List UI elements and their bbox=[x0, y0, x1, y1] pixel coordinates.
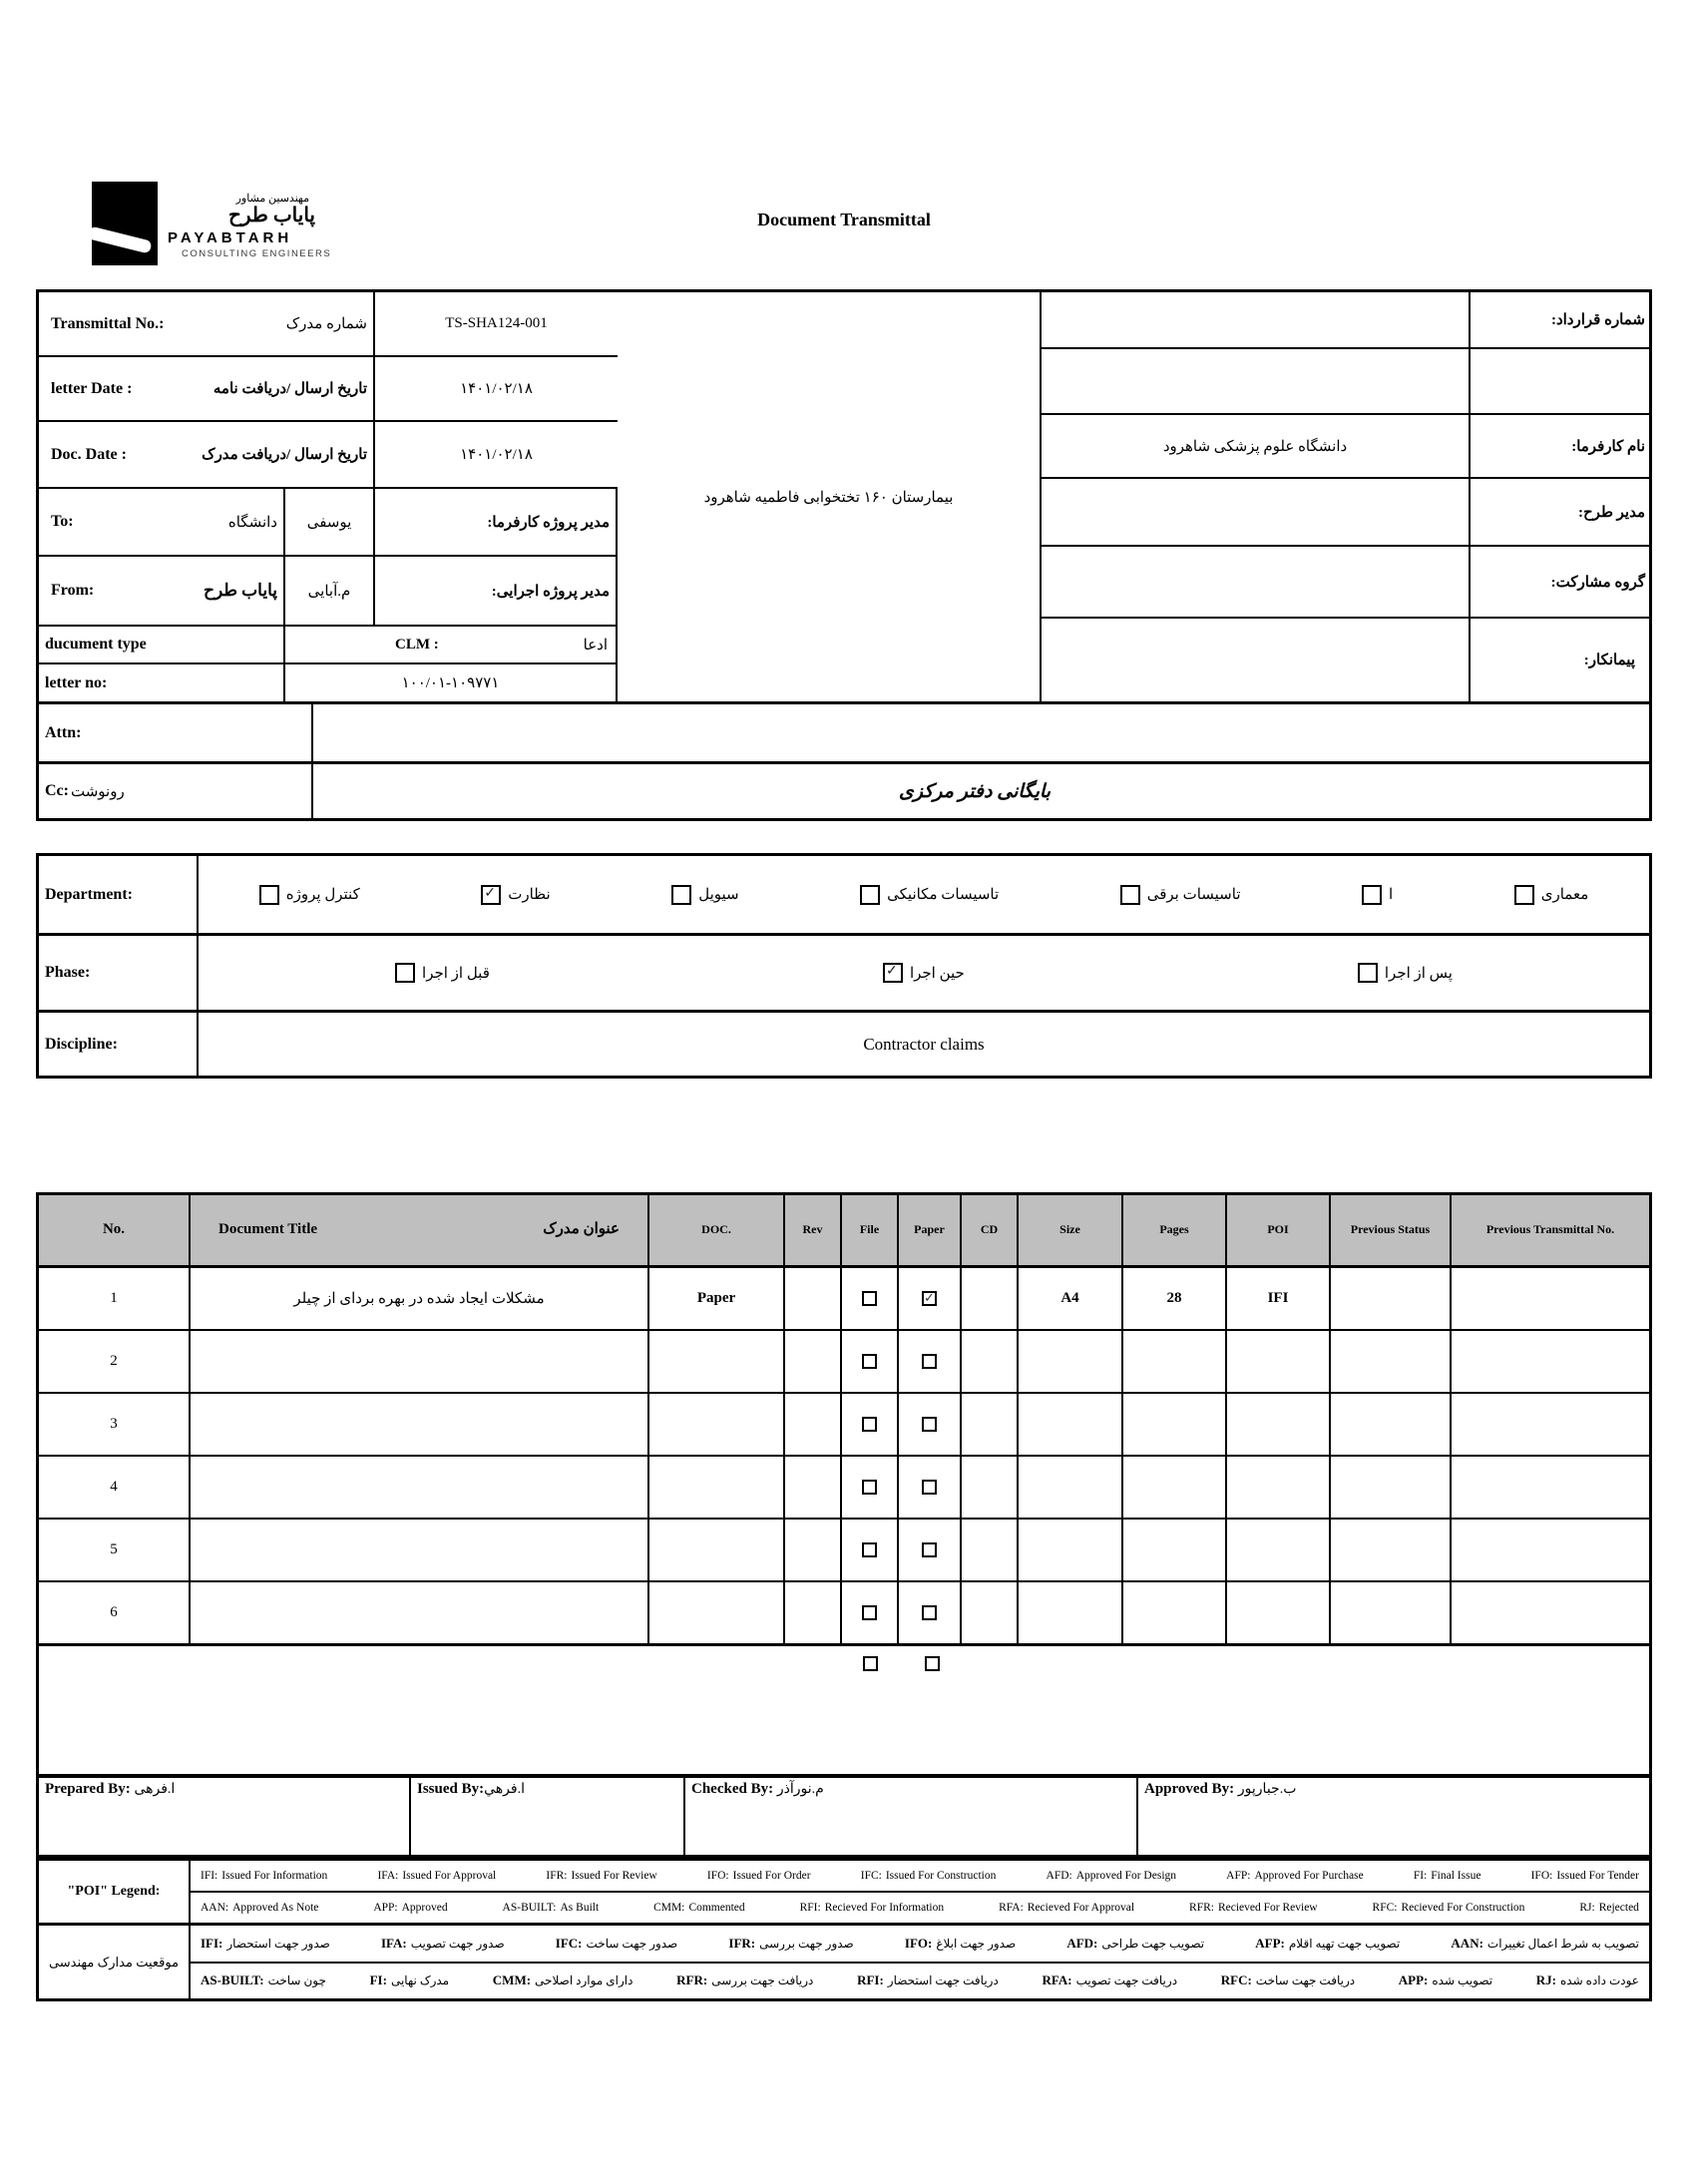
from-person[interactable]: م.آبایی bbox=[285, 557, 375, 625]
row-rev[interactable] bbox=[785, 1582, 842, 1645]
document-type-code: CLM : bbox=[395, 636, 439, 653]
page-title: Document Transmittal bbox=[757, 210, 931, 229]
department-label: Department: bbox=[39, 856, 199, 933]
row-rev[interactable] bbox=[785, 1520, 842, 1582]
attn-value[interactable] bbox=[313, 704, 1649, 761]
poi-legend-rows bbox=[191, 1861, 1649, 1923]
row-poi[interactable] bbox=[1227, 1520, 1331, 1582]
row-no: 2 bbox=[39, 1331, 191, 1394]
legend-entry: IFO: صدور جهت ابلاغ bbox=[904, 1935, 1017, 1951]
table-row bbox=[39, 1582, 1649, 1645]
checkbox[interactable] bbox=[1362, 885, 1382, 905]
checkbox[interactable] bbox=[1358, 963, 1378, 983]
row-file-cell bbox=[842, 1394, 899, 1457]
classification-table bbox=[36, 853, 1652, 1079]
legend-entry: IFI: Issued For Information bbox=[201, 1870, 328, 1882]
attn-label: Attn: bbox=[45, 723, 82, 741]
row-size[interactable] bbox=[1019, 1457, 1123, 1520]
row-size[interactable] bbox=[1019, 1331, 1123, 1394]
issued-by-name: ا.فرهي bbox=[484, 1782, 525, 1797]
row-file-cell bbox=[842, 1457, 899, 1520]
department-option-civil: سیویل bbox=[671, 885, 738, 905]
legend-entry: RFR: دریافت جهت بررسی bbox=[676, 1972, 814, 1988]
file-checkbox[interactable] bbox=[862, 1354, 877, 1369]
col-header-poi: POI bbox=[1227, 1195, 1331, 1268]
contractor-label: پیمانکار: bbox=[1583, 653, 1635, 668]
checkbox[interactable] bbox=[1514, 885, 1534, 905]
file-checkbox[interactable] bbox=[862, 1605, 877, 1620]
legend-entry: AAN: تصویب به شرط اعمال تغییرات bbox=[1451, 1935, 1639, 1951]
legend-entry: APP: تصویب شده bbox=[1398, 1972, 1493, 1988]
issued-by-cell[interactable] bbox=[411, 1777, 685, 1855]
checkbox[interactable] bbox=[481, 885, 501, 905]
logo-en-subtitle: CONSULTING ENGINEERS bbox=[182, 248, 332, 259]
approved-by-name: ب.جبارپور bbox=[1237, 1782, 1297, 1797]
file-checkbox[interactable] bbox=[862, 1291, 877, 1306]
from-label: From: bbox=[51, 582, 95, 599]
legend-entry: CMM: Commented bbox=[653, 1902, 745, 1914]
row-cd[interactable] bbox=[962, 1268, 1019, 1331]
col-header-prev-transmittal: Previous Transmittal No. bbox=[1452, 1195, 1649, 1268]
paper-checkbox[interactable] bbox=[922, 1605, 937, 1620]
row-title[interactable] bbox=[191, 1520, 649, 1582]
checkbox[interactable] bbox=[1120, 885, 1140, 905]
row-poi[interactable] bbox=[1227, 1582, 1331, 1645]
row-no: 6 bbox=[39, 1582, 191, 1645]
prepared-by-label: Prepared By: bbox=[45, 1781, 131, 1797]
row-pages[interactable] bbox=[1123, 1520, 1227, 1582]
row-pages[interactable] bbox=[1123, 1331, 1227, 1394]
legend-entry: RFI: Recieved For Information bbox=[799, 1902, 945, 1914]
legend-entry: FI: مدرک نهایی bbox=[369, 1972, 450, 1988]
row-no: 1 bbox=[39, 1268, 191, 1331]
table-row bbox=[39, 1268, 1649, 1331]
transmittal-no-row bbox=[39, 292, 375, 355]
document-type-fa: ادعا bbox=[583, 637, 608, 654]
footer-paper-checkbox[interactable] bbox=[925, 1656, 940, 1671]
legend-entry: AS-BUILT: As Built bbox=[502, 1902, 600, 1914]
poi-legend-line2 bbox=[191, 1893, 1649, 1923]
cc-row bbox=[39, 761, 1649, 818]
to-row bbox=[39, 489, 285, 555]
row-rev[interactable] bbox=[785, 1331, 842, 1394]
prepared-by-name: ا.فرهی bbox=[134, 1782, 176, 1797]
footer-file-checkbox[interactable] bbox=[863, 1656, 878, 1671]
col-header-paper: Paper bbox=[899, 1195, 962, 1268]
fa-legend-label: موقعیت مدارک مهندسی bbox=[39, 1926, 191, 1998]
checkbox[interactable] bbox=[259, 885, 279, 905]
discipline-row bbox=[39, 1013, 1649, 1076]
col-header-file: File bbox=[842, 1195, 899, 1268]
department-option-project-control: کنترل پروژه bbox=[259, 885, 360, 905]
legend-entry: IFI: صدور جهت استحضار bbox=[201, 1935, 330, 1951]
row-paper-cell bbox=[899, 1331, 962, 1394]
table-row bbox=[39, 1457, 1649, 1520]
legend-entry: RFC: دریافت جهت ساخت bbox=[1220, 1972, 1356, 1988]
contract-no-label: شماره قرارداد: bbox=[1550, 312, 1645, 328]
row-rev[interactable] bbox=[785, 1457, 842, 1520]
from-value[interactable]: پایاب طرح bbox=[204, 581, 277, 600]
checkbox[interactable] bbox=[395, 963, 415, 983]
prepared-by-cell[interactable] bbox=[39, 1777, 411, 1855]
paper-checkbox[interactable] bbox=[922, 1291, 937, 1306]
department-option-supervision: نظارت ✓ bbox=[481, 885, 550, 905]
row-paper-cell bbox=[899, 1268, 962, 1331]
fa-legend-table bbox=[36, 1926, 1652, 2001]
legend-entry: RJ: Rejected bbox=[1579, 1902, 1639, 1914]
checkbox[interactable] bbox=[883, 963, 903, 983]
row-poi[interactable] bbox=[1227, 1331, 1331, 1394]
row-prev-transmittal[interactable] bbox=[1452, 1582, 1649, 1645]
document-table-body bbox=[39, 1268, 1649, 1645]
row-doc[interactable] bbox=[649, 1457, 785, 1520]
file-checkbox[interactable] bbox=[862, 1480, 877, 1495]
row-prev-status[interactable] bbox=[1331, 1457, 1452, 1520]
col-header-size: Size bbox=[1019, 1195, 1123, 1268]
row-no: 3 bbox=[39, 1394, 191, 1457]
row-cd[interactable] bbox=[962, 1520, 1019, 1582]
legend-entry: RJ: عودت داده شده bbox=[1535, 1972, 1639, 1988]
contract-no-value[interactable] bbox=[1042, 292, 1471, 347]
transmittal-no-value[interactable]: TS-SHA124-001 bbox=[445, 315, 548, 331]
legend-entry: IFC: Issued For Construction bbox=[860, 1870, 997, 1882]
row-size[interactable] bbox=[1019, 1520, 1123, 1582]
checkbox[interactable] bbox=[860, 885, 880, 905]
row-poi[interactable]: IFI bbox=[1227, 1268, 1331, 1331]
row-prev-status[interactable] bbox=[1331, 1268, 1452, 1331]
blank-label bbox=[1471, 349, 1649, 413]
file-checkbox[interactable] bbox=[862, 1542, 877, 1557]
logo-en-name: PAYABTARH bbox=[168, 229, 293, 246]
department-option-electrical: تاسیسات برقی bbox=[1120, 885, 1241, 905]
to-value[interactable]: دانشگاه bbox=[227, 514, 277, 531]
document-type-value[interactable] bbox=[285, 627, 618, 662]
col-header-title bbox=[191, 1195, 649, 1268]
checked-by-label: Checked By: bbox=[691, 1781, 774, 1797]
client-name-value[interactable]: دانشگاه علوم پزشکی شاهرود bbox=[1042, 415, 1471, 477]
row-rev[interactable] bbox=[785, 1394, 842, 1457]
row-prev-transmittal[interactable] bbox=[1452, 1457, 1649, 1520]
project-name: بیمارستان ۱۶۰ تختخوابی فاطمیه شاهرود bbox=[703, 489, 954, 506]
doc-date-label-en: Doc. Date : bbox=[51, 445, 127, 463]
contractor-value[interactable] bbox=[1042, 619, 1471, 701]
department-row bbox=[39, 856, 1649, 936]
blank-value[interactable] bbox=[1042, 349, 1471, 413]
col-header-pages: Pages bbox=[1123, 1195, 1227, 1268]
department-option-a: ا bbox=[1362, 885, 1393, 905]
row-poi[interactable] bbox=[1227, 1394, 1331, 1457]
row-prev-status[interactable] bbox=[1331, 1582, 1452, 1645]
legend-entry: AFP: تصویب جهت تهیه اقلام bbox=[1255, 1935, 1401, 1951]
row-prev-status[interactable] bbox=[1331, 1394, 1452, 1457]
cc-label-en: Cc: bbox=[45, 782, 69, 799]
phase-row bbox=[39, 936, 1649, 1013]
poi-legend-label: "POI" Legend: bbox=[39, 1861, 191, 1923]
logo-fa-tagline: مهندسین مشاور bbox=[235, 193, 309, 205]
logo-fa-name: پایاب طرح bbox=[227, 205, 315, 226]
row-pages[interactable] bbox=[1123, 1582, 1227, 1645]
row-no: 5 bbox=[39, 1520, 191, 1582]
row-title[interactable] bbox=[191, 1394, 649, 1457]
department-option-mechanical: تاسیسات مکانیکی bbox=[860, 885, 999, 905]
row-prev-transmittal[interactable] bbox=[1452, 1331, 1649, 1394]
legend-entry: FI: Final Issue bbox=[1413, 1870, 1481, 1882]
row-poi[interactable] bbox=[1227, 1457, 1331, 1520]
fa-legend-line2 bbox=[191, 1964, 1649, 1999]
paper-checkbox[interactable] bbox=[922, 1354, 937, 1369]
row-file-cell bbox=[842, 1331, 899, 1394]
design-manager-label: مدیر طرح: bbox=[1577, 504, 1645, 521]
row-prev-transmittal[interactable] bbox=[1452, 1394, 1649, 1457]
discipline-value[interactable]: Contractor claims bbox=[863, 1034, 985, 1054]
row-paper-cell bbox=[899, 1394, 962, 1457]
paper-checkbox[interactable] bbox=[922, 1542, 937, 1557]
col-header-title-en: Document Title bbox=[218, 1221, 318, 1238]
design-manager-value[interactable] bbox=[1042, 479, 1471, 545]
row-prev-transmittal[interactable] bbox=[1452, 1268, 1649, 1331]
approved-by-cell[interactable] bbox=[1138, 1777, 1649, 1855]
transmittal-no-label-fa: شماره مدرک bbox=[285, 316, 367, 332]
table-row bbox=[39, 1394, 1649, 1457]
row-pages[interactable] bbox=[1123, 1457, 1227, 1520]
col-header-prev-status: Previous Status bbox=[1331, 1195, 1452, 1268]
col-header-cd: CD bbox=[962, 1195, 1019, 1268]
issued-by-label: Issued By: bbox=[417, 1781, 485, 1797]
transmittal-no-label-en: Transmittal No.: bbox=[51, 314, 165, 332]
department-options bbox=[199, 856, 1649, 933]
row-size[interactable] bbox=[1019, 1582, 1123, 1645]
row-doc[interactable] bbox=[649, 1582, 785, 1645]
legend-entry: AAN: Approved As Note bbox=[201, 1902, 319, 1914]
partnership-group-value[interactable] bbox=[1042, 547, 1471, 617]
checked-by-name: م.نورآذر bbox=[776, 1782, 824, 1797]
letter-date-label-en: letter Date : bbox=[51, 379, 133, 397]
legend-entry: RFI: دریافت جهت استحضار bbox=[857, 1972, 999, 1988]
row-no: 4 bbox=[39, 1457, 191, 1520]
row-paper-cell bbox=[899, 1520, 962, 1582]
department-option-memari: معماری bbox=[1514, 885, 1589, 905]
phase-option-before: قبل از اجرا bbox=[395, 963, 490, 983]
doc-date-label-fa: تاریخ ارسال /دریافت مدرک bbox=[202, 447, 367, 463]
checkbox[interactable] bbox=[671, 885, 691, 905]
attn-row bbox=[39, 701, 1649, 761]
legend-entry: APP: Approved bbox=[373, 1902, 448, 1914]
attn-label-cell bbox=[39, 704, 313, 761]
transmittal-info-table bbox=[36, 289, 1652, 821]
row-doc[interactable] bbox=[649, 1394, 785, 1457]
legend-entry: IFO: Issued For Order bbox=[706, 1870, 811, 1882]
row-doc[interactable] bbox=[649, 1331, 785, 1394]
letter-no-value[interactable]: ۱۰۰/۰۱-۱۰۹۷۷۱ bbox=[285, 664, 618, 701]
paper-checkbox[interactable] bbox=[922, 1417, 937, 1432]
from-row bbox=[39, 557, 285, 625]
row-cd[interactable] bbox=[962, 1331, 1019, 1394]
legend-entry: AFD: Approved For Design bbox=[1046, 1870, 1177, 1882]
cc-label-cell bbox=[39, 764, 313, 818]
document-table-footer-row bbox=[39, 1645, 1649, 1775]
legend-entry: AS-BUILT: چون ساخت bbox=[201, 1972, 326, 1988]
document-type-label: ducument type bbox=[39, 627, 285, 662]
row-file-cell bbox=[842, 1582, 899, 1645]
legend-entry: IFR: Issued For Review bbox=[546, 1870, 657, 1882]
signature-row bbox=[36, 1774, 1652, 1858]
info-left-block bbox=[39, 292, 618, 701]
row-cd[interactable] bbox=[962, 1394, 1019, 1457]
table-row bbox=[39, 1520, 1649, 1582]
project-name-cell bbox=[618, 292, 1042, 701]
col-header-no: No. bbox=[39, 1195, 191, 1268]
to-person[interactable]: یوسفی bbox=[285, 489, 375, 555]
table-row bbox=[39, 1331, 1649, 1394]
row-size[interactable]: A4 bbox=[1019, 1268, 1123, 1331]
row-pages[interactable] bbox=[1123, 1394, 1227, 1457]
letter-no-label: letter no: bbox=[39, 664, 285, 701]
legend-entry: IFA: Issued For Approval bbox=[377, 1870, 497, 1882]
letter-date-value[interactable]: ۱۴۰۱/۰۲/۱۸ bbox=[460, 381, 533, 397]
col-header-rev: Rev bbox=[785, 1195, 842, 1268]
row-title[interactable] bbox=[191, 1582, 649, 1645]
paper-checkbox[interactable] bbox=[922, 1480, 937, 1495]
row-paper-cell bbox=[899, 1582, 962, 1645]
cc-label-fa: رونوشت bbox=[70, 783, 125, 800]
cc-value[interactable]: بایگانی دفتر مرکزی bbox=[898, 780, 1051, 802]
phase-label: Phase: bbox=[39, 936, 199, 1010]
row-doc[interactable]: Paper bbox=[649, 1268, 785, 1331]
letter-date-row bbox=[39, 357, 375, 420]
legend-entry: IFA: صدور جهت تصویب bbox=[380, 1935, 505, 1951]
row-file-cell bbox=[842, 1268, 899, 1331]
phase-option-during: حین اجرا ✓ bbox=[883, 963, 965, 983]
row-pages[interactable]: 28 bbox=[1123, 1268, 1227, 1331]
fa-legend-rows bbox=[191, 1926, 1649, 1998]
checked-by-cell[interactable] bbox=[685, 1777, 1138, 1855]
legend-entry: RFC: Recieved For Construction bbox=[1372, 1902, 1525, 1914]
legend-entry: RFA: دریافت جهت تصویب bbox=[1042, 1972, 1178, 1988]
legend-entry: IFC: صدور جهت ساخت bbox=[555, 1935, 678, 1951]
fa-legend-line1 bbox=[191, 1926, 1649, 1964]
row-rev[interactable] bbox=[785, 1268, 842, 1331]
to-label: To: bbox=[51, 513, 74, 530]
legend-entry: IFO: Issued For Tender bbox=[1530, 1870, 1639, 1882]
col-header-title-fa: عنوان مدرک bbox=[543, 1221, 620, 1238]
legend-entry: CMM: دارای موارد اصلاحی bbox=[492, 1972, 633, 1988]
doc-date-row bbox=[39, 422, 375, 487]
row-title[interactable]: مشکلات ایجاد شده در بهره بردای از چیلر bbox=[191, 1268, 649, 1331]
row-paper-cell bbox=[899, 1457, 962, 1520]
doc-date-value[interactable]: ۱۴۰۱/۰۲/۱۸ bbox=[460, 447, 533, 463]
executive-pm-label: مدیر پروژه اجرایی: bbox=[375, 557, 618, 625]
file-checkbox[interactable] bbox=[862, 1417, 877, 1432]
row-title[interactable] bbox=[191, 1457, 649, 1520]
row-prev-status[interactable] bbox=[1331, 1331, 1452, 1394]
row-size[interactable] bbox=[1019, 1394, 1123, 1457]
legend-entry: RFR: Recieved For Review bbox=[1189, 1902, 1318, 1914]
row-doc[interactable] bbox=[649, 1520, 785, 1582]
client-pm-label: مدیر پروژه کارفرما: bbox=[375, 489, 618, 555]
poi-legend-table bbox=[36, 1858, 1652, 1926]
letter-date-label-fa: تاریخ ارسال /دریافت نامه bbox=[212, 381, 367, 397]
legend-entry: IFR: صدور جهت بررسی bbox=[728, 1935, 854, 1951]
phase-option-after: پس از اجرا bbox=[1358, 963, 1453, 983]
client-name-label: نام کارفرما: bbox=[1571, 438, 1645, 455]
row-cd[interactable] bbox=[962, 1457, 1019, 1520]
document-table-header bbox=[39, 1195, 1649, 1268]
row-cd[interactable] bbox=[962, 1582, 1019, 1645]
phase-options bbox=[199, 936, 1649, 1010]
col-header-doc: DOC. bbox=[649, 1195, 785, 1268]
discipline-label: Discipline: bbox=[39, 1013, 199, 1076]
info-right-block bbox=[1042, 292, 1649, 701]
row-title[interactable] bbox=[191, 1331, 649, 1394]
legend-entry: AFD: تصویب جهت طراحی bbox=[1066, 1935, 1205, 1951]
document-list-table bbox=[36, 1192, 1652, 1778]
legend-entry: AFP: Approved For Purchase bbox=[1226, 1870, 1364, 1882]
partnership-group-label: گروه مشارکت: bbox=[1550, 574, 1645, 591]
row-file-cell bbox=[842, 1520, 899, 1582]
row-prev-transmittal[interactable] bbox=[1452, 1520, 1649, 1582]
row-prev-status[interactable] bbox=[1331, 1520, 1452, 1582]
poi-legend-line1 bbox=[191, 1861, 1649, 1893]
legend-entry: RFA: Recieved For Approval bbox=[999, 1902, 1135, 1914]
approved-by-label: Approved By: bbox=[1144, 1781, 1235, 1797]
